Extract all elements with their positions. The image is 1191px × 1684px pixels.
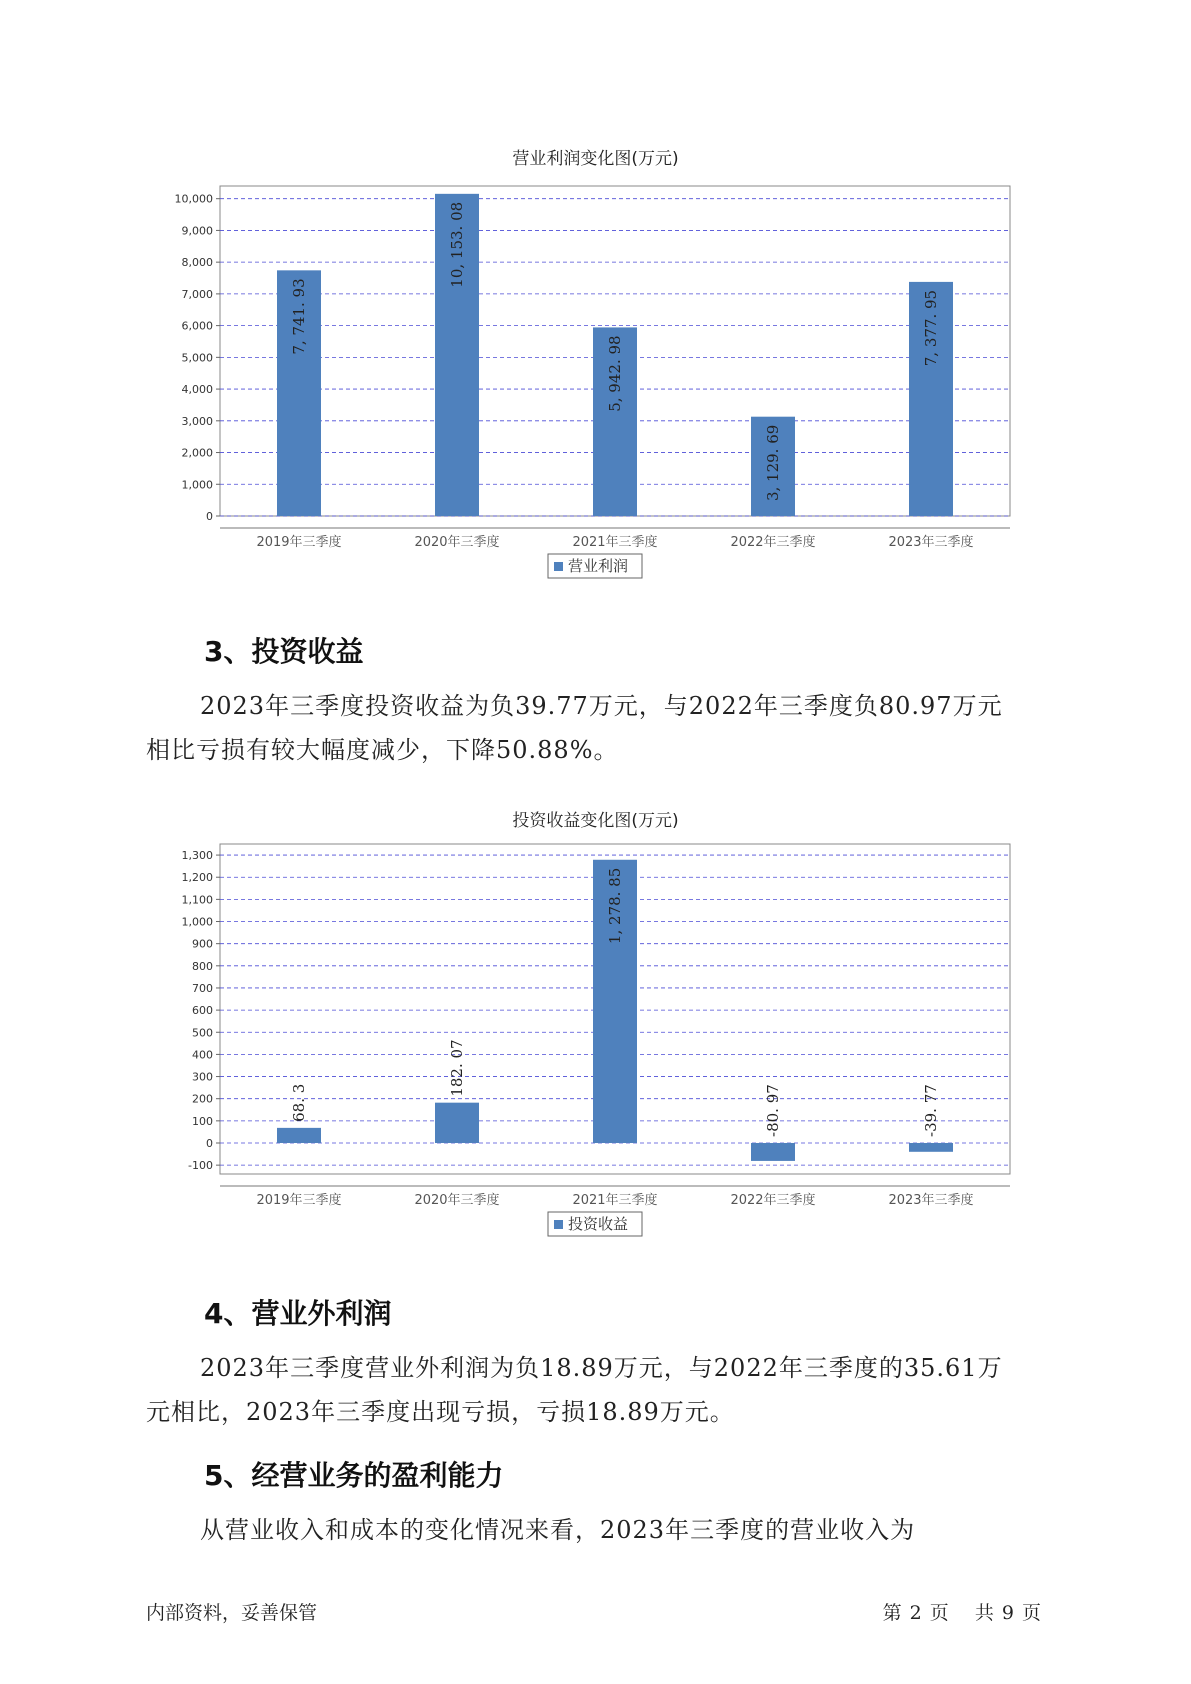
total-pages: 9 (1001, 1602, 1014, 1624)
section-heading-5: 5、经营业务的盈利能力 (204, 1459, 504, 1492)
y-tick-label: 600 (192, 1004, 213, 1018)
y-tick-label: 200 (192, 1092, 213, 1106)
data-label: 3, 129. 69 (764, 424, 782, 502)
data-label: 7, 377. 95 (922, 289, 940, 367)
legend-label: 营业利润 (568, 557, 629, 575)
total-prefix: 共 (974, 1602, 994, 1624)
page-number: 2 (909, 1602, 922, 1624)
data-label: 5, 942. 98 (606, 335, 624, 412)
y-tick-label: 700 (192, 981, 213, 995)
y-tick-label: 4,000 (181, 383, 213, 397)
y-tick-label: 2,000 (181, 446, 213, 460)
y-tick-label: 400 (192, 1048, 213, 1062)
data-label: 182. 07 (448, 1039, 466, 1097)
y-tick-label: 1,200 (181, 871, 213, 885)
chart-investment-income (0, 834, 1191, 1254)
section-heading-4: 4、营业外利润 (204, 1297, 392, 1330)
section-paragraph-5 (146, 1508, 1046, 1552)
x-tick-label: 2022年三季度 (730, 535, 816, 550)
legend (548, 554, 642, 578)
bar (909, 1143, 953, 1152)
section-paragraph-3 (146, 684, 1046, 772)
paragraph-line: 元相比，2023年三季度出现亏损，亏损18.89万元。 (146, 1398, 735, 1426)
section-paragraph-4 (146, 1346, 1046, 1434)
y-tick-label: 1,000 (181, 478, 213, 492)
y-tick-label: 300 (192, 1070, 213, 1084)
x-tick-label: 2022年三季度 (730, 1193, 816, 1208)
data-label: 7, 741. 93 (290, 278, 308, 355)
y-tick-label: 7,000 (181, 287, 213, 301)
y-tick-label: 1,000 (181, 915, 213, 929)
chart-operating-profit (0, 170, 1191, 610)
x-tick-label: 2020年三季度 (414, 1193, 500, 1208)
bar (277, 1128, 321, 1143)
y-tick-label: 500 (192, 1026, 213, 1040)
footer-page-info (879, 1598, 1045, 1625)
paragraph-line: 从营业收入和成本的变化情况来看，2023年三季度的营业收入为 (200, 1516, 916, 1544)
legend-swatch (554, 1220, 563, 1229)
y-tick-label: 3,000 (181, 414, 213, 428)
total-unit: 页 (1021, 1602, 1041, 1624)
y-tick-label: 1,100 (181, 893, 213, 907)
data-label: -80. 97 (764, 1084, 782, 1137)
x-tick-label: 2023年三季度 (888, 1193, 974, 1208)
y-tick-label: 8,000 (181, 256, 213, 270)
paragraph-line: 相比亏损有较大幅度减少，下降50.88%。 (146, 736, 619, 764)
footer-confidential-note: 内部资料，妥善保管 (146, 1602, 318, 1624)
legend-label: 投资收益 (568, 1215, 629, 1233)
y-tick-label: 9,000 (181, 224, 213, 238)
legend (548, 1212, 642, 1236)
page-prefix: 第 (882, 1602, 902, 1624)
x-tick-label: 2019年三季度 (256, 535, 342, 550)
y-tick-label: 900 (192, 937, 213, 951)
y-tick-label: 1,300 (181, 849, 213, 863)
y-tick-label: 5,000 (181, 351, 213, 365)
chart-title-operating-profit: 营业利润变化图(万元) (512, 149, 679, 169)
x-tick-label: 2021年三季度 (572, 535, 658, 550)
bar (435, 1103, 479, 1143)
data-label: 1, 278. 85 (606, 867, 624, 945)
y-tick-label: 800 (192, 959, 213, 973)
chart-title-investment-income: 投资收益变化图(万元) (512, 811, 679, 831)
data-label: 10, 153. 08 (448, 201, 466, 288)
x-tick-label: 2021年三季度 (572, 1193, 658, 1208)
section-heading-3: 3、投资收益 (204, 635, 364, 668)
y-tick-label: -100 (188, 1159, 213, 1173)
y-tick-label: 100 (192, 1114, 213, 1128)
y-tick-label: 0 (206, 1136, 213, 1150)
x-tick-label: 2023年三季度 (888, 535, 974, 550)
legend-swatch (554, 562, 563, 571)
paragraph-line: 2023年三季度营业外利润为负18.89万元，与2022年三季度的35.61万 (200, 1354, 1003, 1382)
paragraph-line: 2023年三季度投资收益为负39.77万元，与2022年三季度负80.97万元 (200, 692, 1003, 720)
y-tick-label: 0 (206, 510, 213, 523)
y-tick-label: 10,000 (174, 192, 213, 206)
x-tick-label: 2020年三季度 (414, 535, 500, 550)
y-tick-label: 6,000 (181, 319, 213, 333)
data-label: -39. 77 (922, 1084, 940, 1137)
x-tick-label: 2019年三季度 (256, 1193, 342, 1208)
page-unit: 页 (929, 1602, 949, 1624)
data-label: 68. 3 (290, 1083, 308, 1122)
bar (751, 1143, 795, 1161)
